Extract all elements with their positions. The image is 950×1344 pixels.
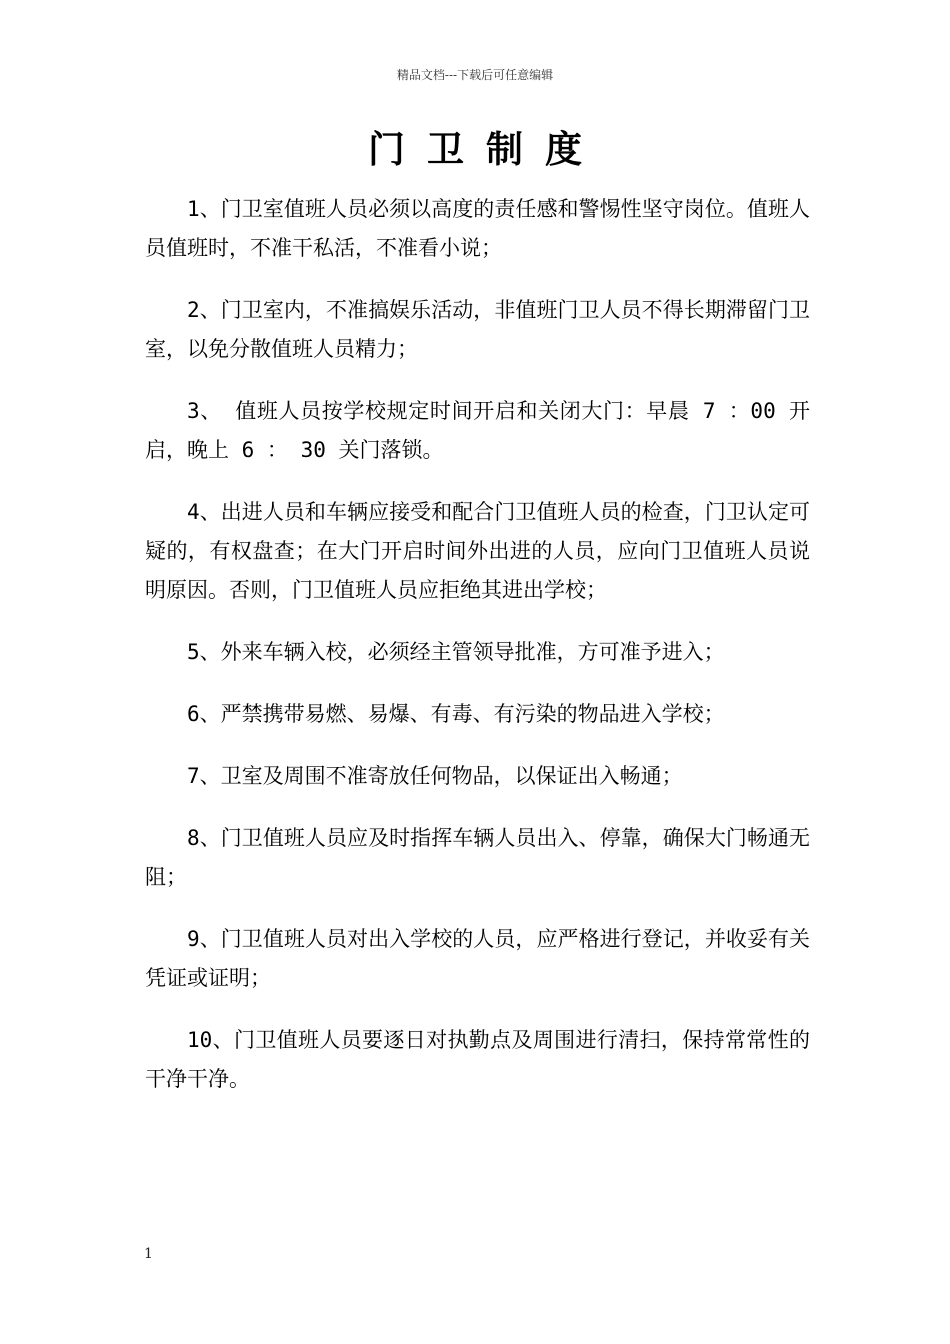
clause-list bbox=[145, 190, 810, 1122]
clause-10: 10、门卫值班人员要逐日对执勤点及周围进行清扫，保持常常性的干净干净。 bbox=[145, 1028, 810, 1091]
clause-4: 4、出进人员和车辆应接受和配合门卫值班人员的检查，门卫认定可疑的，有权盘查；在大门开启时间外出进的人员，应向门卫值班人员说明原因。否则，门卫值班人员应拒绝其进出学校； bbox=[145, 500, 810, 602]
clause-6: 6、严禁携带易燃、易爆、有毒、有污染的物品进入学校； bbox=[187, 702, 725, 726]
clause-7: 7、卫室及周围不准寄放任何物品，以保证出入畅通； bbox=[187, 764, 683, 788]
clause-8: 8、门卫值班人员应及时指挥车辆人员出入、停靠，确保大门畅通无阻； bbox=[145, 826, 810, 889]
document-title: 门卫制度 bbox=[368, 128, 604, 171]
clause-5: 5、外来车辆入校，必须经主管领导批准，方可准予进入； bbox=[187, 640, 725, 664]
header-note: 精品文档---下载后可任意编辑 bbox=[396, 68, 554, 82]
clause-2: 2、门卫室内，不准搞娱乐活动，非值班门卫人员不得长期滞留门卫室，以免分散值班人员精力； bbox=[145, 298, 810, 361]
clause-9: 9、门卫值班人员对出入学校的人员，应严格进行登记，并收妥有关凭证或证明； bbox=[145, 927, 810, 990]
clause-3: 3、 值班人员按学校规定时间开启和关闭大门：早晨 7 ：00 开启，晚上 6 ： 30 关门落锁。 bbox=[145, 399, 810, 462]
page-number: 1 bbox=[144, 1246, 153, 1262]
clause-1: 1、门卫室值班人员必须以高度的责任感和警惕性坚守岗位。值班人员值班时，不准干私活，不准看小说； bbox=[145, 197, 810, 260]
